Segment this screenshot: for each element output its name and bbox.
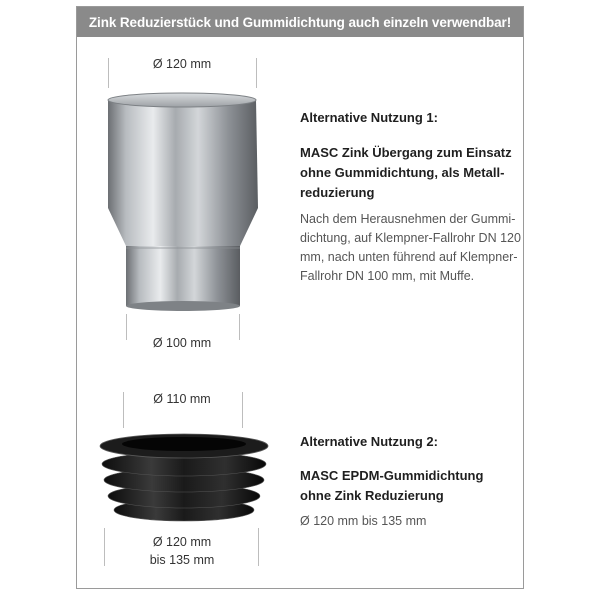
alt-use-2-desc: Ø 120 mm bis 135 mm <box>300 514 427 528</box>
dimension-label-120-line-1: Ø 120 mm <box>152 535 212 549</box>
alt-use-1-title-line-3: reduzierung <box>300 185 375 200</box>
alt-use-1-desc-line-1: Nach dem Herausnehmen der Gummi- <box>300 212 516 226</box>
alt-use-1-title-line-1: MASC Zink Übergang zum Einsatz <box>300 145 512 160</box>
dim-line-right-top <box>256 58 257 88</box>
dimension-label-120: Ø 120 mm <box>152 57 212 71</box>
dim-line-left-seal-bottom <box>104 528 105 566</box>
alt-use-1-desc-line-3: mm, nach unten führend auf Klempner- <box>300 250 518 264</box>
alt-use-1-title-line-2: ohne Gummidichtung, als Metall- <box>300 165 505 180</box>
dimension-label-110: Ø 110 mm <box>153 392 211 406</box>
header-title: Zink Reduzierstück und Gummidichtung auch einzeln verwendbar! <box>88 14 512 30</box>
alt-use-1-desc-line-4: Fallrohr DN 100 mm, mit Muffe. <box>300 269 475 283</box>
alt-use-2-title-line-2: ohne Zink Reduzierung <box>300 488 444 503</box>
dimension-label-120-line-2: bis 135 mm <box>149 553 215 567</box>
dim-line-left-top <box>108 58 109 88</box>
dim-line-right-seal-bottom <box>258 528 259 566</box>
alt-use-1-desc-line-2: dichtung, auf Klempner-Fallrohr DN 120 <box>300 231 521 245</box>
alt-use-2-label: Alternative Nutzung 2: <box>300 434 438 449</box>
panel-header <box>77 7 523 37</box>
zinc-reducer-image <box>98 88 268 318</box>
alt-use-1-label: Alternative Nutzung 1: <box>300 110 438 125</box>
alt-use-2-title-line-1: MASC EPDM-Gummidichtung <box>300 468 484 483</box>
dimension-label-100: Ø 100 mm <box>152 336 212 350</box>
rubber-seal-image <box>96 430 276 530</box>
